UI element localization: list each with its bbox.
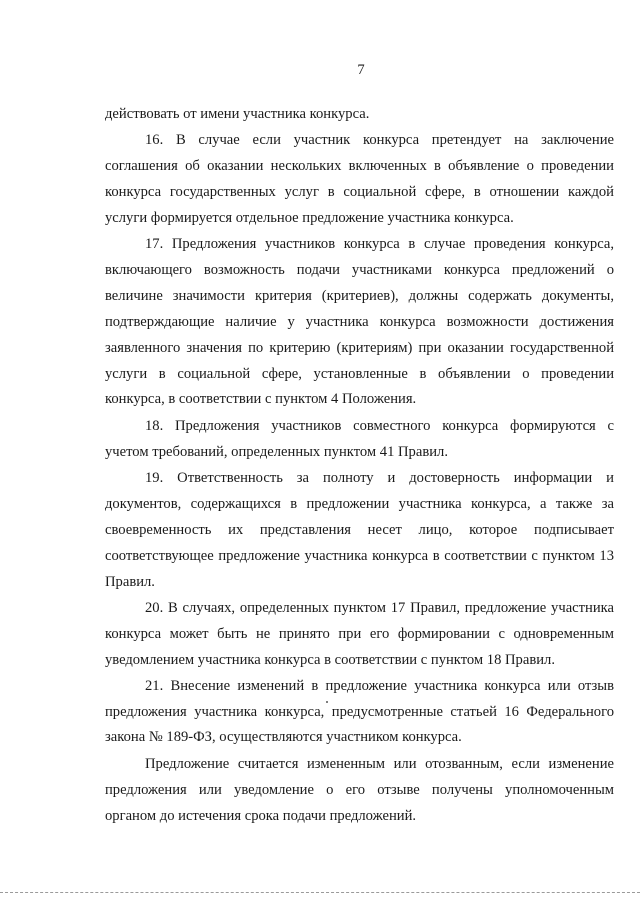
text-line: услуги в социальной сфере, установленные в объявлении о проведении bbox=[105, 366, 614, 382]
text-line: конкурса государственных услуг в социальной сфере, в отношении каждой bbox=[105, 184, 614, 200]
text-line: заявленного значения по критерию (критериям) при оказании государственной bbox=[105, 340, 614, 356]
page-number: 7 bbox=[357, 62, 365, 78]
text-line: соглашения об оказании нескольких включенных в объявление о проведении bbox=[105, 158, 614, 174]
text-line: Предложение считается измененным или отозванным, если изменение bbox=[145, 756, 614, 772]
text-line: предложения или уведомление о его отзыве получены уполномоченным bbox=[105, 782, 614, 798]
text-line: 16. В случае если участник конкурса претендует на заключение bbox=[145, 132, 614, 148]
text-line: закона № 189-ФЗ, осуществляются участником конкурса. bbox=[105, 729, 462, 745]
text-line: своевременность их представления несет лицо, которое подписывает bbox=[105, 522, 614, 538]
text-line: конкурса, в соответствии с пунктом 4 Положения. bbox=[105, 391, 417, 407]
text-line: органом до истечения срока подачи предложений. bbox=[105, 808, 417, 824]
text-line: 21. Внесение изменений в предложение участника конкурса или отзыв bbox=[145, 678, 614, 694]
text-line: услуги формируется отдельное предложение участника конкурса. bbox=[105, 210, 514, 226]
text-line: величине значимости критерия (критериев), должны содержать документы, bbox=[105, 288, 614, 304]
text-line: предложения участника конкурса, предусмотренные статьей 16 Федерального bbox=[105, 704, 614, 720]
text-line: 18. Предложения участников совместного конкурса формируются с bbox=[145, 418, 614, 434]
text-line: учетом требований, определенных пунктом 41 Правил. bbox=[105, 444, 448, 460]
text-line: 17. Предложения участников конкурса в случае проведения конкурса, bbox=[145, 236, 614, 252]
text-line: соответствующее предложение участника конкурса в соответствии с пунктом 13 bbox=[105, 548, 614, 564]
text-line: Правил. bbox=[105, 574, 155, 590]
text-line: документов, содержащихся в предложении участника конкурса, а также за bbox=[105, 496, 614, 512]
text-line: действовать от имени участника конкурса. bbox=[105, 106, 370, 122]
scan-speck bbox=[326, 701, 328, 703]
text-line: уведомлением участника конкурса в соответствии с пунктом 18 Правил. bbox=[105, 652, 555, 668]
text-line: включающего возможность подачи участниками конкурса предложений о bbox=[105, 262, 614, 278]
text-line: 20. В случаях, определенных пунктом 17 Правил, предложение участника bbox=[145, 600, 614, 616]
bottom-scan-rule bbox=[0, 892, 640, 893]
text-line: подтверждающие наличие у участника конкурса возможности достижения bbox=[105, 314, 614, 330]
text-line: 19. Ответственность за полноту и достоверность информации и bbox=[145, 470, 614, 486]
text-line: конкурса может быть не принято при его формировании с одновременным bbox=[105, 626, 614, 642]
